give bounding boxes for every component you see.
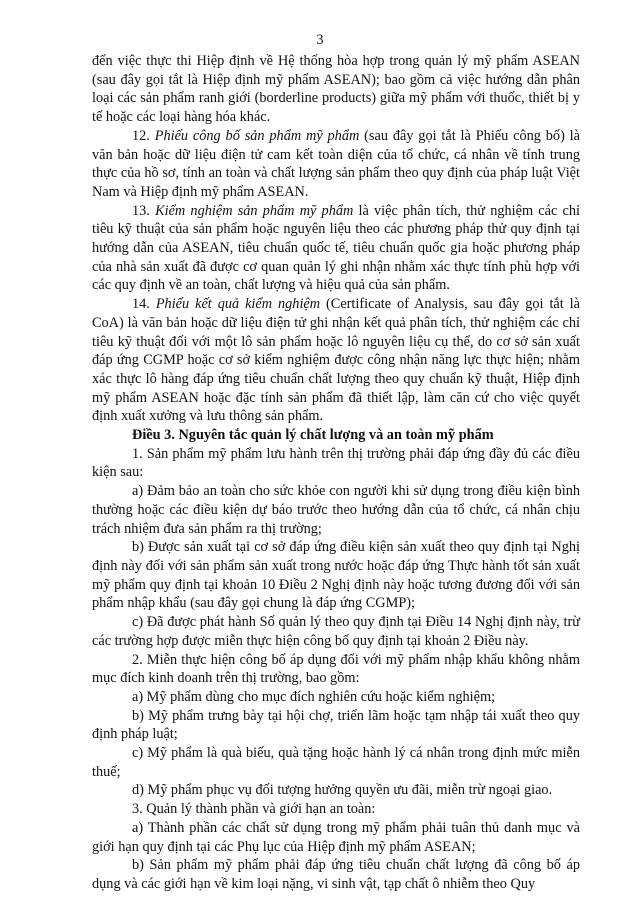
definition-term: Phiếu công bố sản phẩm mỹ phẩm: [154, 127, 360, 144]
clause-1c: c) Đã được phát hành Số quản lý theo quy định tại Điều 14 Nghị định này, trừ các trường hợp được miễn thực hiện công bố quy định tại khoản 2 Điều này.: [92, 614, 580, 649]
clause-1b: b) Được sản xuất tại cơ sở đáp ứng điều kiện sản xuất theo quy định tại Nghị định này đối với sản phẩm sản xuất trong nước hoặc đáp ứng Thực hành tốt sản xuất mỹ phẩm quy định tại khoản 10 Điều 2 Nghị định này hoặc tương đương đối với sản phẩm nhập khẩu (sau đây gọi chung là đáp ứng CGMP);: [92, 539, 580, 612]
definition-number: 12.: [132, 127, 155, 144]
clause-3: 3. Quản lý thành phần và giới hạn an toàn:: [132, 801, 376, 818]
clause-2: 2. Miễn thực hiện công bố áp dụng đối với mỹ phẩm nhập khẩu không nhằm mục đích kinh doanh trên thị trường, bao gồm:: [92, 651, 580, 687]
clause-1a: a) Đảm bảo an toàn cho sức khỏe con người khi sử dụng trong điều kiện bình thường hoặc các điều kiện dự báo trước theo hướng dẫn của tổ chức, cá nhân chịu trách nhiệm đưa sản phẩm ra thị trường;: [92, 483, 580, 537]
definition-term: Kiểm nghiệm sản phẩm mỹ phẩm: [155, 202, 354, 219]
definition-text: là việc phân tích, thử nghiệm các chỉ tiêu kỹ thuật của sản phẩm hoặc nguyên liệu theo các phương pháp thử quy định tại hướng dẫn của ASEAN, tiêu chuẩn quốc tế, tiêu chuẩn quốc gia hoặc phương pháp của nhà sản xuất đã được cơ quan quản lý ghi nhận nhằm xác thực tính phù hợp với các quy định về an toàn, chất lượng và hiệu quả của sản phẩm.: [92, 202, 580, 294]
clause-3a: a) Thành phần các chất sử dụng trong mỹ phẩm phải tuân thủ danh mục và giới hạn quy định tại các Phụ lục của Hiệp định mỹ phẩm ASEAN;: [92, 819, 580, 855]
clause-2d: d) Mỹ phẩm phục vụ đối tượng hưởng quyền ưu đãi, miễn trừ ngoại giao.: [132, 782, 553, 799]
clause-2a: a) Mỹ phẩm dùng cho mục đích nghiên cứu hoặc kiểm nghiệm;: [132, 688, 496, 705]
definition-12: [92, 127, 580, 202]
definition-13: [92, 202, 580, 296]
definition-number: 14.: [132, 296, 156, 313]
definition-text: (sau đây gọi tắt là Phiếu công bố) là văn bản hoặc dữ liệu điện tử cam kết toàn diện của tổ chức, cá nhân về tính trung thực của hồ sơ, tính an toàn và chất lượng sản phẩm theo quy định của pháp luật Việt Nam và Hiệp định mỹ phẩm ASEAN.: [92, 127, 580, 200]
document-body: [92, 52, 580, 894]
clause-2b: b) Mỹ phẩm trưng bày tại hội chợ, triển lãm hoặc tạm nhập tái xuất theo quy định pháp luật;: [92, 707, 580, 743]
clause-3b: b) Sản phẩm mỹ phẩm phải đáp ứng tiêu chuẩn chất lượng đã công bố áp dụng và các giới hạn về kim loại nặng, vi sinh vật, tạp chất ô nhiễm theo Quy: [92, 857, 580, 892]
paragraph-intro-continuation: đến việc thực thi Hiệp định về Hệ thống hòa hợp trong quản lý mỹ phẩm ASEAN (sau đây gọi tắt là Hiệp định mỹ phẩm ASEAN); bao gồm cả việc hướng dẫn phân loại các sản phẩm ranh giới (borderline products) giữa mỹ phẩm với thuốc, thiết bị y tế hoặc các loại hàng hóa khác.: [92, 53, 580, 126]
definition-number: 13.: [132, 202, 156, 219]
clause-1: 1. Sản phẩm mỹ phẩm lưu hành trên thị trường phải đáp ứng đầy đủ các điều kiện sau:: [92, 445, 580, 481]
definition-14: [92, 295, 580, 426]
definition-term: Phiếu kết quả kiểm nghiệm: [155, 296, 321, 313]
clause-2c: c) Mỹ phẩm là quà biếu, quà tặng hoặc hành lý cá nhân trong định mức miễn thuế;: [92, 745, 580, 780]
page-number: 3: [316, 32, 324, 48]
definition-text: (Certificate of Analysis, sau đây gọi tắt là CoA) là văn bản hoặc dữ liệu điện tử ghi nhận kết quả phân tích, thử nghiệm các chỉ tiêu kỹ thuật đối với một lô sản phẩm hoặc lô nguyên liệu cụ thể, do cơ sở sản xuất đáp ứng CGMP hoặc cơ sở kiểm nghiệm được công nhận năng lực thực hiện; nhằm xác thực lô hàng đáp ứng tiêu chuẩn chất lượng theo quy chuẩn kỹ thuật, Hiệp định mỹ phẩm ASEAN hoặc đặc tính sản phẩm đã thiết lập, làm căn cứ cho việc quyết định xuất xưởng và lưu thông sản phẩm.: [92, 296, 580, 425]
article-3-heading: Điều 3. Nguyên tắc quản lý chất lượng và an toàn mỹ phẩm: [132, 427, 494, 444]
